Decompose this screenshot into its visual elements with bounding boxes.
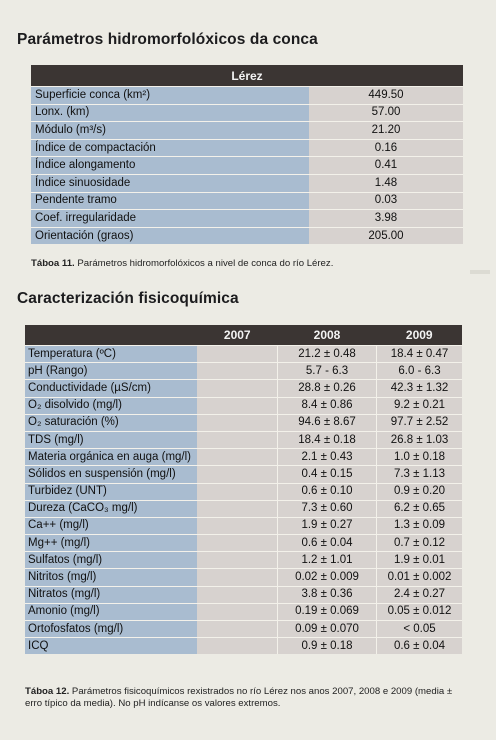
row-label: O₂ disolvido (mg/l): [25, 397, 197, 414]
table-row: [25, 586, 462, 603]
table-row: [25, 414, 462, 431]
table-row: [25, 380, 462, 397]
value-2008: 1.2 ± 1.01: [278, 552, 377, 569]
table-row: [31, 139, 463, 157]
table-row: [25, 466, 462, 483]
row-label: Amonio (mg/l): [25, 603, 197, 620]
value-2008: 0.4 ± 0.15: [278, 466, 377, 483]
row-label: Turbidez (UNT): [25, 483, 197, 500]
value-2009: 0.01 ± 0.002: [377, 569, 463, 586]
value-2007: [197, 380, 278, 397]
value-2009: 6.2 ± 0.65: [377, 500, 463, 517]
row-label: Materia orgánica en auga (mg/l): [25, 449, 197, 466]
caption-text: Parámetros hidromorfolóxicos a nivel de conca do río Lérez.: [74, 258, 334, 269]
value-2008: 3.8 ± 0.36: [278, 586, 377, 603]
table-row: [31, 210, 463, 228]
value-2007: [197, 535, 278, 552]
table-row: [25, 449, 462, 466]
value-2007: [197, 638, 278, 655]
value-2007: [197, 586, 278, 603]
table-row: [31, 87, 463, 105]
row-label: Conductividade (µS/cm): [25, 380, 197, 397]
value-2007: [197, 397, 278, 414]
table-row: [31, 227, 463, 244]
row-value: 205.00: [309, 227, 463, 244]
table-12-caption: [25, 686, 465, 710]
value-2007: [197, 517, 278, 534]
value-2008: 21.2 ± 0.48: [278, 346, 377, 363]
value-2007: [197, 552, 278, 569]
physicochemical-table: [25, 325, 462, 654]
row-label: Lonx. (km): [31, 104, 309, 122]
bleed-through-mark: [470, 270, 490, 274]
value-2009: < 0.05: [377, 621, 463, 638]
caption-text: Parámetros fisicoquímicos rexistrados no río Lérez nos anos 2007, 2008 e 2009 (media ± erro típico da media). No pH indícanse os valores extremos.: [25, 686, 453, 709]
value-2009: 0.6 ± 0.04: [377, 638, 463, 655]
value-2008: 8.4 ± 0.86: [278, 397, 377, 414]
row-label: Orientación (graos): [31, 227, 309, 244]
row-label: Temperatura (ºC): [25, 346, 197, 363]
table-row: [25, 397, 462, 414]
value-2008: 0.6 ± 0.10: [278, 483, 377, 500]
value-2008: 0.9 ± 0.18: [278, 638, 377, 655]
caption-label: Táboa 11.: [31, 258, 75, 269]
value-2009: 9.2 ± 0.21: [377, 397, 463, 414]
row-label: Módulo (m³/s): [31, 122, 309, 140]
value-2007: [197, 569, 278, 586]
row-label: pH (Rango): [25, 363, 197, 380]
value-2008: 0.6 ± 0.04: [278, 535, 377, 552]
value-2008: 5.7 - 6.3: [278, 363, 377, 380]
row-value: 21.20: [309, 122, 463, 140]
value-2007: [197, 621, 278, 638]
column-header-2007: 2007: [197, 325, 278, 346]
value-2009: 1.3 ± 0.09: [377, 517, 463, 534]
row-label: O₂ saturación (%): [25, 414, 197, 431]
column-header-parameter: [25, 325, 197, 346]
table-row: [31, 192, 463, 210]
value-2009: 2.4 ± 0.27: [377, 586, 463, 603]
value-2007: [197, 449, 278, 466]
value-2007: [197, 346, 278, 363]
row-label: Mg++ (mg/l): [25, 535, 197, 552]
caption-label: Táboa 12.: [25, 686, 70, 697]
row-label: Dureza (CaCO₃ mg/l): [25, 500, 197, 517]
value-2009: 97.7 ± 2.52: [377, 414, 463, 431]
row-value: 57.00: [309, 104, 463, 122]
value-2009: 42.3 ± 1.32: [377, 380, 463, 397]
row-label: Índice alongamento: [31, 157, 309, 175]
value-2009: 1.0 ± 0.18: [377, 449, 463, 466]
table-row: [25, 431, 462, 448]
table-row: [25, 621, 462, 638]
column-header-2008: 2008: [278, 325, 377, 346]
row-label: Superficie conca (km²): [31, 87, 309, 105]
value-2008: 94.6 ± 8.67: [278, 414, 377, 431]
value-2008: 0.02 ± 0.009: [278, 569, 377, 586]
table-row: [25, 535, 462, 552]
table-row: [25, 552, 462, 569]
table-row: [25, 569, 462, 586]
value-2009: 7.3 ± 1.13: [377, 466, 463, 483]
value-2009: 6.0 - 6.3: [377, 363, 463, 380]
value-2009: 0.9 ± 0.20: [377, 483, 463, 500]
value-2009: 26.8 ± 1.03: [377, 431, 463, 448]
row-label: Sulfatos (mg/l): [25, 552, 197, 569]
row-label: Índice sinuosidade: [31, 174, 309, 192]
row-label: Nitratos (mg/l): [25, 586, 197, 603]
row-value: 1.48: [309, 174, 463, 192]
value-2007: [197, 500, 278, 517]
value-2007: [197, 483, 278, 500]
table-row: [25, 603, 462, 620]
table-row: [31, 174, 463, 192]
section-title-physicochemical: Caracterización fisicoquímica: [17, 290, 239, 307]
value-2009: 0.05 ± 0.012: [377, 603, 463, 620]
value-2007: [197, 603, 278, 620]
row-value: 0.16: [309, 139, 463, 157]
row-label: Ca++ (mg/l): [25, 517, 197, 534]
row-value: 0.41: [309, 157, 463, 175]
table-row: [25, 517, 462, 534]
table-row: [31, 104, 463, 122]
value-2009: 0.7 ± 0.12: [377, 535, 463, 552]
value-2008: 2.1 ± 0.43: [278, 449, 377, 466]
value-2008: 7.3 ± 0.60: [278, 500, 377, 517]
table-header-lerez: Lérez: [31, 65, 463, 87]
row-label: Pendente tramo: [31, 192, 309, 210]
value-2008: 1.9 ± 0.27: [278, 517, 377, 534]
row-label: Índice de compactación: [31, 139, 309, 157]
value-2008: 18.4 ± 0.18: [278, 431, 377, 448]
value-2009: 18.4 ± 0.47: [377, 346, 463, 363]
table-row: [25, 483, 462, 500]
row-value: 3.98: [309, 210, 463, 228]
table-row: [25, 363, 462, 380]
value-2007: [197, 466, 278, 483]
row-label: Ortofosfatos (mg/l): [25, 621, 197, 638]
table-row: [31, 122, 463, 140]
value-2009: 1.9 ± 0.01: [377, 552, 463, 569]
row-label: Nitritos (mg/l): [25, 569, 197, 586]
value-2007: [197, 414, 278, 431]
value-2007: [197, 431, 278, 448]
table-row: [31, 157, 463, 175]
row-label: ICQ: [25, 638, 197, 655]
table-row: [25, 500, 462, 517]
row-label: Coef. irregularidade: [31, 210, 309, 228]
row-label: Sólidos en suspensión (mg/l): [25, 466, 197, 483]
value-2008: 28.8 ± 0.26: [278, 380, 377, 397]
table-11-caption: [31, 258, 333, 270]
table-row: [25, 346, 462, 363]
section-title-hydromorphology: Parámetros hidromorfolóxicos da conca: [17, 31, 318, 48]
value-2007: [197, 363, 278, 380]
hydromorphology-table: [31, 65, 463, 244]
table-row: [25, 638, 462, 655]
column-header-2009: 2009: [377, 325, 463, 346]
row-value: 0.03: [309, 192, 463, 210]
row-value: 449.50: [309, 87, 463, 105]
row-label: TDS (mg/l): [25, 431, 197, 448]
value-2008: 0.19 ± 0.069: [278, 603, 377, 620]
value-2008: 0.09 ± 0.070: [278, 621, 377, 638]
